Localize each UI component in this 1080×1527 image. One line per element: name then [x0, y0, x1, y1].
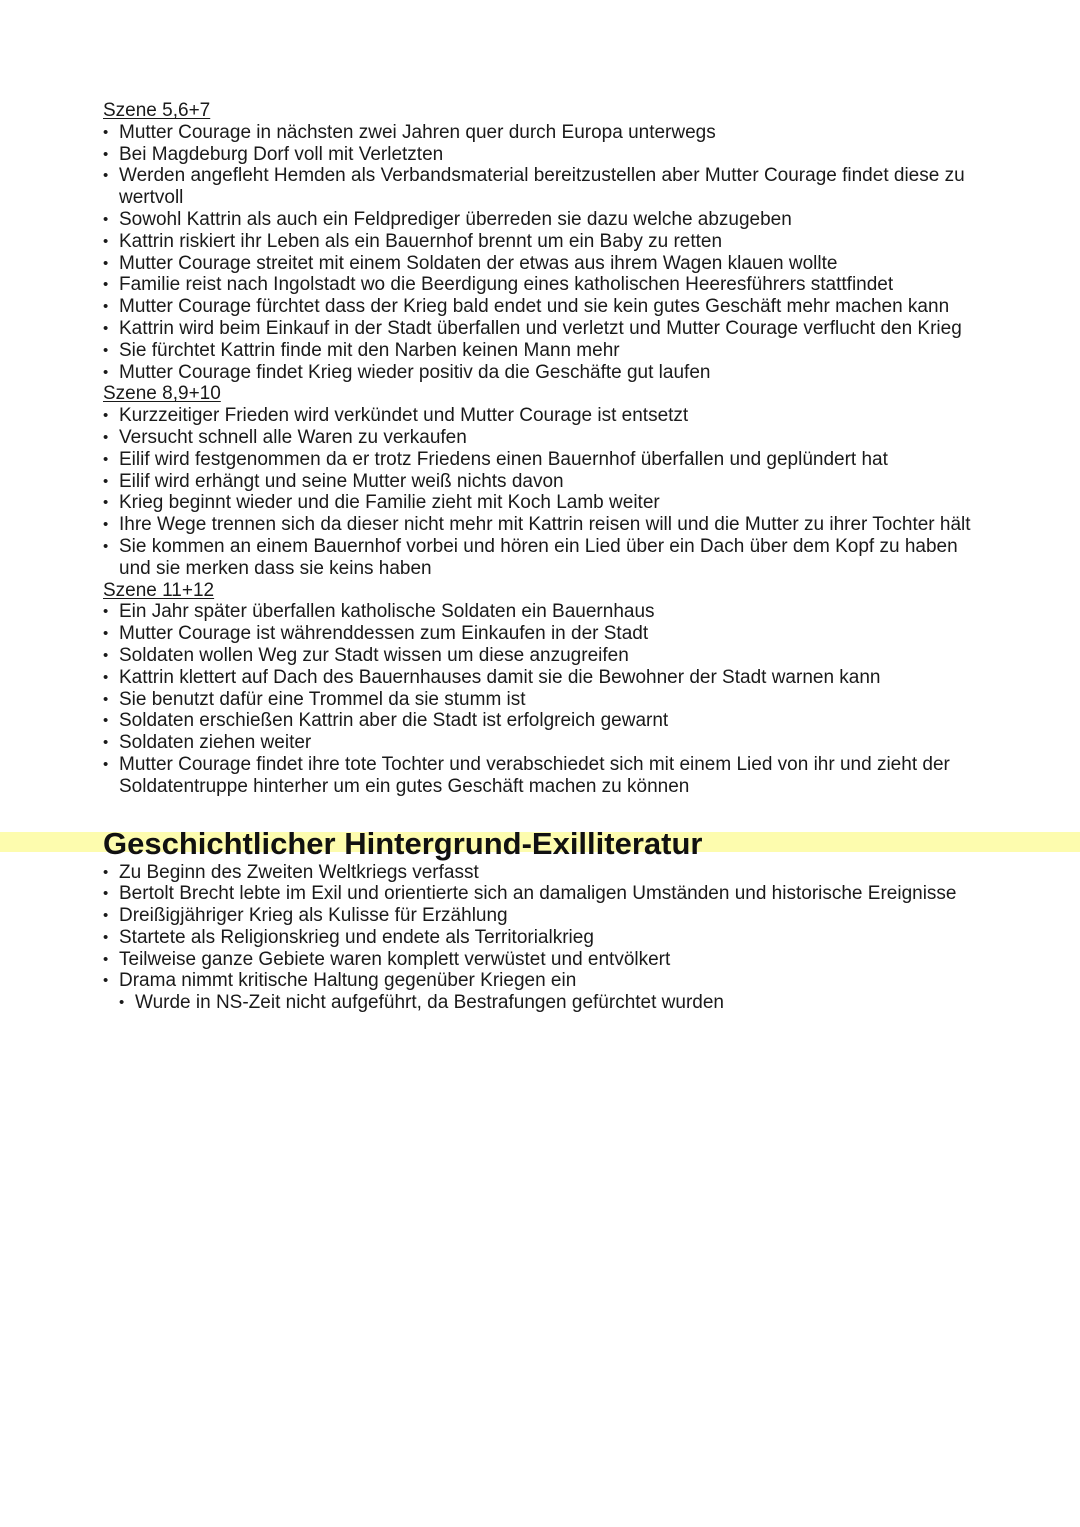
list-item: • Mutter Courage findet Krieg wieder positiv da die Geschäfte gut laufen — [103, 361, 711, 383]
list-item: • Krieg beginnt wieder und die Familie zieht mit Koch Lamb weiter — [103, 492, 660, 514]
bullet-icon: • — [103, 950, 109, 968]
list-item: • Dreißigjähriger Krieg als Kulisse für Erzählung — [103, 905, 508, 927]
bullet-icon: • — [103, 494, 109, 512]
bullet-icon: • — [103, 298, 109, 316]
list-item: • Kattrin wird beim Einkauf in der Stadt überfallen und verletzt und Mutter Courage verflucht den Krieg — [103, 317, 962, 339]
scene-section-1 — [0, 100, 1080, 383]
history-heading-band — [0, 825, 1080, 862]
list-item: • Soldaten wollen Weg zur Stadt wissen um diese anzugreifen — [103, 644, 629, 666]
bullet-icon: • — [103, 537, 109, 555]
bullet-icon: • — [103, 668, 109, 686]
list-item: • Startete als Religionskrieg und endete als Territorialkrieg — [103, 926, 594, 948]
scene-heading: Szene 8,9+10 — [103, 383, 221, 405]
bullet-icon: • — [103, 319, 109, 337]
bullet-icon: • — [103, 885, 109, 903]
bullet-icon: • — [103, 232, 109, 250]
scene-heading: Szene 5,6+7 — [103, 100, 211, 121]
bullet-icon: • — [103, 123, 109, 141]
document-page — [0, 100, 1080, 1014]
bullet-icon: • — [103, 928, 109, 946]
list-item: • Kattrin klettert auf Dach des Bauernhauses damit sie die Bewohner der Stadt warnen kann — [103, 666, 881, 688]
list-item: • Kurzzeitiger Frieden wird verkündet und Mutter Courage ist entsetzt — [103, 405, 689, 427]
list-item: • Kattrin riskiert ihr Leben als ein Bauernhof brennt um ein Baby zu retten — [103, 230, 723, 252]
list-item: • Soldaten ziehen weiter — [103, 732, 312, 754]
list-item: • Eilif wird erhängt und seine Mutter weiß nichts davon — [103, 470, 564, 492]
list-item: • Bei Magdeburg Dorf voll mit Verletzten — [103, 143, 444, 165]
list-item: • Sowohl Kattrin als auch ein Feldprediger überreden sie dazu welche abzugeben — [103, 208, 792, 230]
list-item: • Werden angefleht Hemden als Verbandsmaterial bereitzustellen aber Mutter Courage findet diese zu wertvoll — [103, 165, 965, 209]
scene-section-2 — [0, 383, 1080, 579]
list-item: • Mutter Courage streitet mit einem Soldaten der etwas aus ihrem Wagen klauen wollte — [103, 252, 838, 274]
list-item: • Familie reist nach Ingolstadt wo die Beerdigung eines katholischen Heeresführers stattfindet — [103, 274, 894, 296]
list-item: • Zu Beginn des Zweiten Weltkriegs verfasst — [103, 861, 479, 883]
bullet-icon: • — [103, 407, 109, 425]
bullet-icon: • — [103, 690, 109, 708]
bullet-icon: • — [103, 341, 109, 359]
bullet-icon: • — [103, 450, 109, 468]
bullet-icon: • — [103, 472, 109, 490]
list-item: • Bertolt Brecht lebte im Exil und orientierte sich an damaligen Umständen und historische Ereignisse — [103, 883, 957, 905]
bullet-icon: • — [103, 363, 109, 381]
bullet-icon: • — [103, 167, 109, 185]
sub-list-item: • Wurde in NS-Zeit nicht aufgeführt, da Bestrafungen gefürchtet wurden — [119, 992, 724, 1014]
bullet-icon: • — [103, 254, 109, 272]
list-item: • Teilweise ganze Gebiete waren komplett verwüstet und entvölkert — [103, 948, 671, 970]
bullet-icon: • — [103, 603, 109, 621]
bullet-icon: • — [103, 755, 109, 773]
list-item: • Ihre Wege trennen sich da dieser nicht mehr mit Kattrin reisen will und die Mutter zu ihrer Tochter hält — [103, 514, 971, 536]
scene-section-3 — [0, 580, 1080, 798]
bullet-icon: • — [119, 994, 125, 1012]
list-item: • Sie fürchtet Kattrin finde mit den Narben keinen Mann mehr — [103, 339, 620, 361]
bullet-icon: • — [103, 646, 109, 664]
bullet-icon: • — [103, 972, 109, 990]
bullet-icon: • — [103, 734, 109, 752]
bullet-list — [103, 405, 980, 579]
bullet-list — [103, 122, 980, 384]
bullet-icon: • — [103, 625, 109, 643]
bullet-list — [103, 862, 980, 1015]
list-item: • Mutter Courage in nächsten zwei Jahren quer durch Europa unterwegs — [103, 121, 716, 143]
bullet-icon: • — [103, 210, 109, 228]
bullet-icon: • — [103, 907, 109, 925]
bullet-icon: • — [103, 712, 109, 730]
list-item: • Versucht schnell alle Waren zu verkaufen — [103, 426, 467, 448]
scene-heading: Szene 11+12 — [103, 579, 215, 601]
bullet-icon: • — [103, 145, 109, 163]
list-item: • Sie benutzt dafür eine Trommel da sie stumm ist — [103, 688, 526, 710]
list-item: • Sie kommen an einem Bauernhof vorbei und hören ein Lied über ein Dach über dem Kopf zu haben und sie merken dass sie keins haben — [103, 535, 958, 579]
list-item: • Mutter Courage ist währenddessen zum Einkaufen in der Stadt — [103, 623, 649, 645]
bullet-icon: • — [103, 516, 109, 534]
bullet-icon: • — [103, 428, 109, 446]
list-item: • Soldaten erschießen Kattrin aber die Stadt ist erfolgreich gewarnt — [103, 710, 669, 732]
list-item: • Eilif wird festgenommen da er trotz Friedens einen Bauernhof überfallen und geplündert hat — [103, 448, 888, 470]
list-item: • Drama nimmt kritische Haltung gegenüber Kriegen ein — [103, 970, 577, 992]
history-title: Geschichtlicher Hintergrund-Exilliteratur — [103, 825, 703, 861]
bullet-icon: • — [103, 276, 109, 294]
list-item: • Mutter Courage fürchtet dass der Krieg bald endet und sie kein gutes Geschäft mehr machen kann — [103, 296, 950, 318]
list-item: • Ein Jahr später überfallen katholische Soldaten ein Bauernhaus — [103, 601, 655, 623]
bullet-icon: • — [103, 863, 109, 881]
bullet-list — [103, 601, 980, 797]
history-section — [0, 862, 1080, 1015]
list-item: • Mutter Courage findet ihre tote Tochter und verabschiedet sich mit einem Lied von ihr und zieht der Soldatentruppe hinterher um ein gutes Geschäft machen zu können — [103, 753, 950, 797]
